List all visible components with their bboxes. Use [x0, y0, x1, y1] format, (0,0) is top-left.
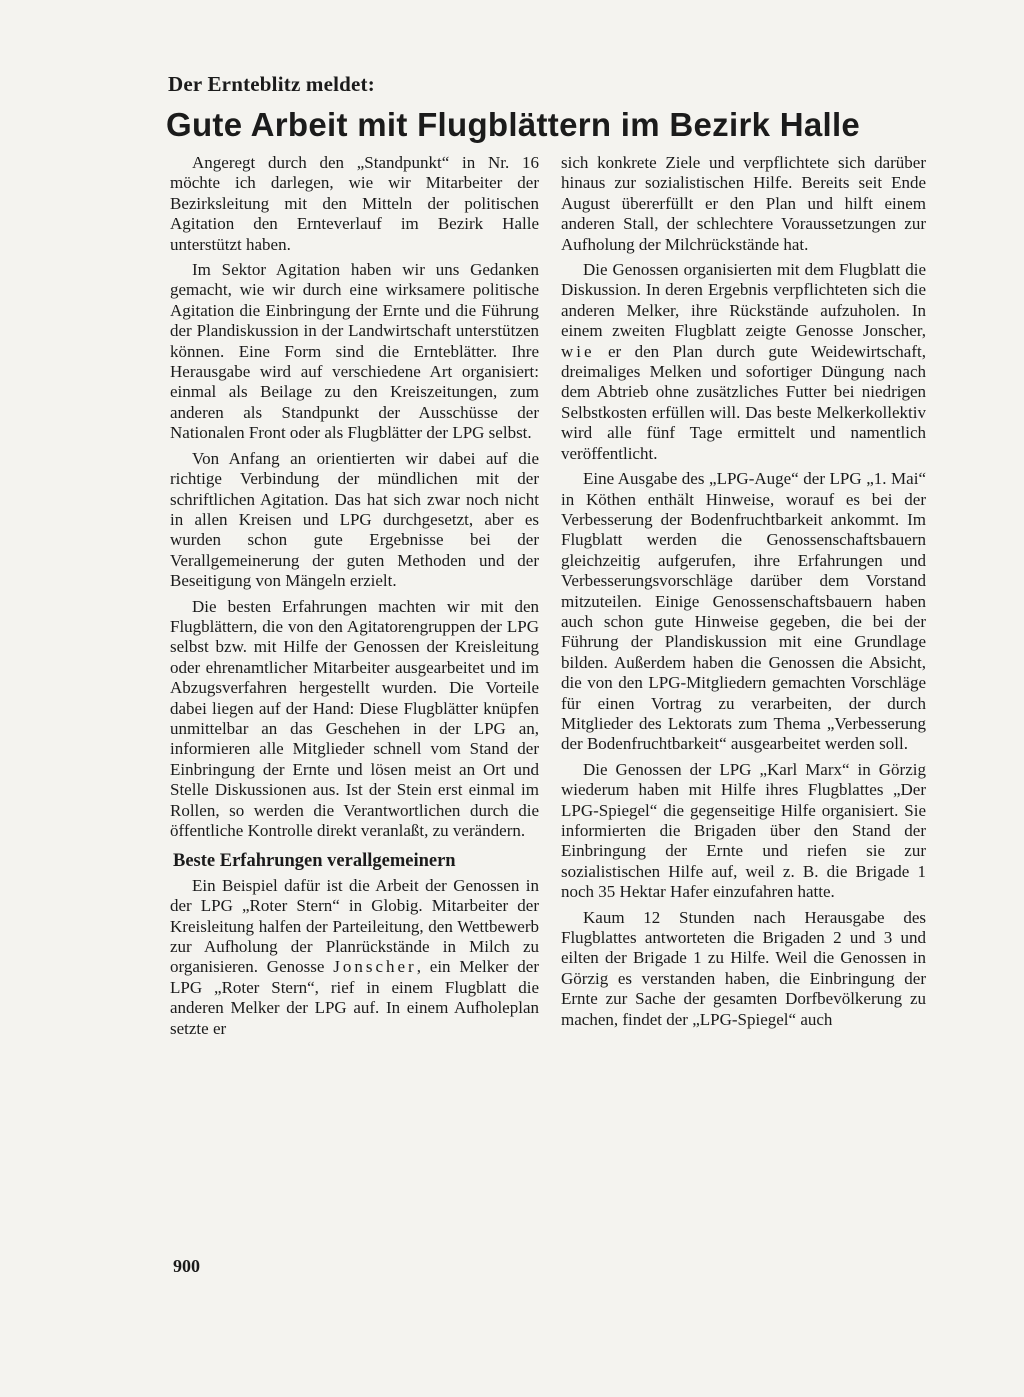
- page-number: 900: [173, 1256, 200, 1276]
- paragraph: Von Anfang an orientierten wir dabei auf die richtige Verbindung der mündlichen mit der schriftlichen Agitation. Das hat sich zwar noch nicht in allen Kreisen und LPG durchgesetzt, aber es wurden schon gute Ergebnisse bei der Verallgemeinerung der guten Methoden und der Beseitigung von Mängeln erzielt.: [170, 448, 539, 591]
- text-run: Ein Beispiel dafür ist die Arbeit der Genossen in der LPG „Roter Stern“ in Globig. Mitarbeiter der Kreisleitung halfen der Parteileitung, den Wettbewerb zur Aufholung der Planrückstände in Milch zu organisieren. Genosse: [170, 875, 539, 977]
- section-subheading: Beste Erfahrungen verallgemeinern: [173, 851, 456, 872]
- paragraph: [561, 260, 926, 464]
- text-run: , ein Melker der LPG „Roter Stern“, rief in einem Flugblatt die anderen Melker der LPG auf. In einem Aufholeplan setzte er: [170, 957, 539, 1038]
- text-run: Die Genossen organisierten mit dem Flugblatt die Diskussion. In deren Ergebnis verpflichteten sich die anderen Melker, ihre Rückstände aufzuholen. In einem zweiten Flugblatt zeigte Genosse Jonscher,: [561, 260, 926, 341]
- paragraph: Im Sektor Agitation haben wir uns Gedanken gemacht, wie wir durch eine wirksamere politische Agitation die Einbringung der Ernte und die Führung der Plandiskussion in der Landwirtschaft unterstützen können. Eine Form sind die Ernteblätter. Ihre Herausgabe wird auf verschiedene Art organisiert: einmal als Beilage zu den Kreiszeitungen, zum anderen als Standpunkt der Ausschüsse der Nationalen Front oder als Flugblätter der LPG selbst.: [170, 260, 539, 443]
- paragraph: Die besten Erfahrungen machten wir mit den Flugblättern, die von den Agitatorengruppen der LPG selbst bzw. mit Hilfe der Genossen der Kreisleitung oder ehrenamtlicher Mitarbeiter ausgearbeitet und im Abzugsverfahren hergestellt wurden. Die Vorteile dabei liegen auf der Hand: Diese Flugblätter knüpfen unmittelbar an das Geschehen in der LPG an, informieren alle Mitglieder schnell vom Stand der Einbringung der Ernte und lösen meist an Ort und Stelle Diskussionen aus. Ist der Stein erst einmal im Rollen, so werden die Verantwortlichen durch die öffentliche Kontrolle direkt veranlaßt, zu verändern.: [170, 596, 539, 840]
- spaced-name: Jonscher: [333, 957, 417, 977]
- paragraph: Eine Ausgabe des „LPG-Auge“ der LPG „1. Mai“ in Köthen enthält Hinweise, worauf es bei der Verbesserung der Bodenfruchtbarkeit ankommt. Im Flugblatt werden die Genossenschaftsbauern gleichzeitig aufgerufen, ihre Erfahrungen und Verbesserungsvorschläge darüber dem Vorstand mitzuteilen. Einige Genossenschaftsbauern haben auch schon gute Hinweise gegeben, die bei der Führung der Plandiskussion mit eine Grundlage bilden. Außerdem haben die Genossen die Absicht, die von den LPG-Mitgliedern gemachten Vorschläge für einen Vortrag zu verarbeiten, der durch Mitglieder des Lektorats zum Thema „Verbesserung der Bodenfruchtbarkeit“ ausgearbeitet werden soll.: [561, 469, 926, 754]
- right-text-column: [561, 153, 926, 1035]
- spaced-word: wie: [561, 341, 595, 361]
- left-text-column: [170, 153, 539, 1044]
- paragraph: Kaum 12 Stunden nach Herausgabe des Flugblattes antworteten die Brigaden 2 und 3 und eilten der Brigade 1 zu Hilfe. Weil die Genossen in Görzig es verstanden haben, die Einbringung der Ernte zur Sache der gesamten Dorfbevölkerung zu machen, findet der „LPG-Spiegel“ auch: [561, 907, 926, 1029]
- paragraph: Angeregt durch den „Standpunkt“ in Nr. 16 möchte ich darlegen, wie wir Mitarbeiter der Bezirksleitung mit den Mitteln der politischen Agitation den Ernteverlauf im Bezirk Halle unterstützt haben.: [170, 153, 539, 254]
- text-run: er den Plan durch gute Weidewirtschaft, dreimaliges Melken und sofortiger Düngung nach dem Abtrieb ohne zusätzliches Futter bei niedrigen Selbstkosten erfüllen will. Das beste Melkerkollektiv wird alle fünf Tage ermittelt und namentlich veröffentlicht.: [561, 341, 926, 463]
- paragraph: [170, 876, 539, 1039]
- paragraph-continued: sich konkrete Ziele und verpflichtete sich darüber hinaus zur sozialistischen Hilfe. Bereits seit Ende August übererfüllt er den Plan und hilft einem anderen Stall, der schlechtere Voraussetzungen zur Aufholung der Milchrückstände hat.: [561, 153, 926, 254]
- kicker-heading: Der Ernteblitz meldet:: [168, 72, 375, 96]
- article-headline: Gute Arbeit mit Flugblättern im Bezirk Halle: [166, 106, 861, 143]
- paragraph: Die Genossen der LPG „Karl Marx“ in Görzig wiederum haben mit Hilfe ihres Flugblattes „Der LPG-Spiegel“ die gegenseitige Hilfe organisiert. Sie informierten die Brigaden über den Stand der Einbringung der Ernte und riefen sie zur sozialistischen Hilfe auf, weil z. B. die Brigade 1 noch 35 Hektar Hafer einzufahren hatte.: [561, 759, 926, 902]
